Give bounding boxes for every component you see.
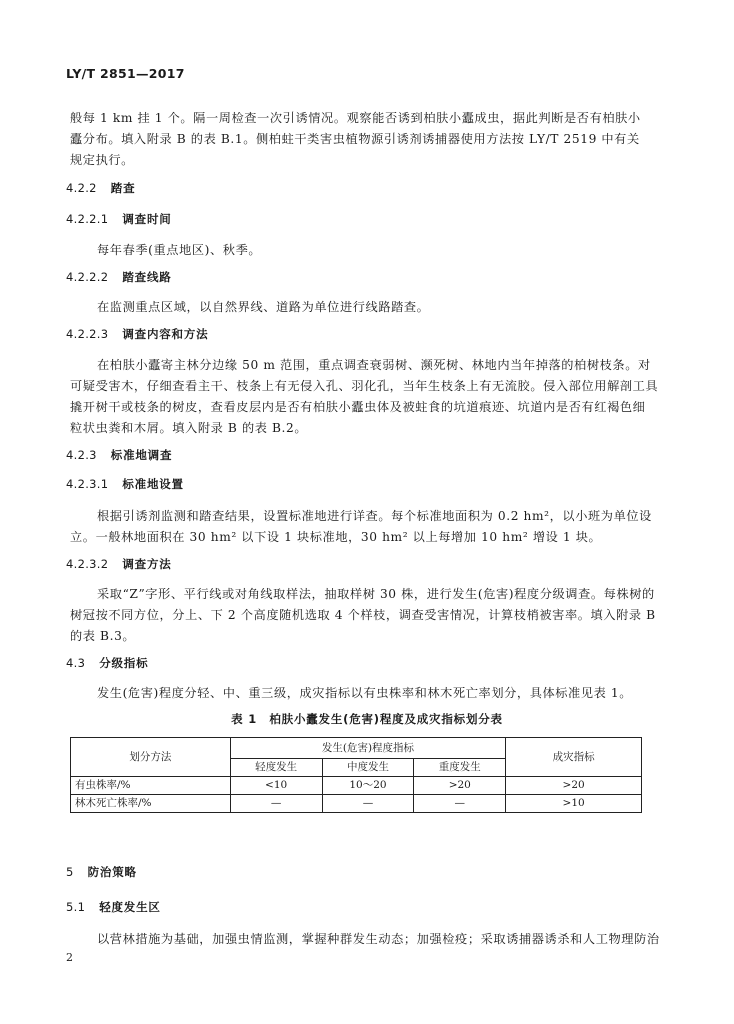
page-number: 2 <box>66 951 73 964</box>
section-heading <box>66 211 172 227</box>
paragraph-line: 树冠按不同方位，分上、下 2 个高度随机选取 4 个样枝，调查受害情况，计算枝梢被害率。填入附录 B <box>70 608 656 622</box>
paragraph-line: 在柏肤小蠹寄主林分边缘 50 m 范围，重点调查衰弱树、濒死树、林地内当年掉落的柏树枝条。对 <box>97 358 651 372</box>
table-row <box>71 795 642 813</box>
cell-disaster: >20 <box>506 777 642 795</box>
paragraph-line: 蠹分布。填入附录 B 的表 B.1。侧柏蛀干类害虫植物源引诱剂诱捕器使用方法按 LY/T 2519 中有关 <box>70 132 640 146</box>
section-title: 标准地调查 <box>110 448 173 462</box>
section-number: 4.2.3.2 <box>66 557 109 571</box>
section-title: 轻度发生区 <box>99 900 161 914</box>
section-title: 踏查 <box>110 181 136 195</box>
section-heading <box>66 180 135 196</box>
section-title: 防治策略 <box>87 865 137 879</box>
paragraph-line: 根据引诱剂监测和踏查结果，设置标准地进行详查。每个标准地面积为 0.2 hm²，以小班为单位设 <box>97 509 652 523</box>
cell-medium: 10～20 <box>322 777 414 795</box>
section-number: 5.1 <box>66 900 86 914</box>
row-label: 林木死亡株率/% <box>71 795 231 813</box>
section-number: 4.2.2 <box>66 181 97 195</box>
section-heading <box>66 556 172 572</box>
cell-heavy: — <box>414 795 506 813</box>
header-cell-method: 划分方法 <box>71 738 231 777</box>
section-number: 4.2.2.3 <box>66 327 109 341</box>
section-number: 4.2.2.2 <box>66 270 109 284</box>
cell-medium: — <box>322 795 414 813</box>
row-label: 有虫株率/% <box>71 777 231 795</box>
table-caption: 表 1 柏肤小蠹发生(危害)程度及成灾指标划分表 <box>231 712 503 726</box>
section-heading <box>66 899 161 915</box>
cell-heavy: >20 <box>414 777 506 795</box>
paragraph-line: 立。一般林地面积在 30 hm² 以下设 1 块标准地，30 hm² 以上每增加 10 hm² 增设 1 块。 <box>70 530 602 544</box>
paragraph-line: 规定执行。 <box>70 153 134 167</box>
section-heading <box>66 326 208 342</box>
paragraph-line: 粒状虫粪和木屑。填入附录 B 的表 B.2。 <box>70 421 308 435</box>
section-title: 调查内容和方法 <box>122 327 209 341</box>
section-number: 4.2.3 <box>66 448 97 462</box>
section-number: 5 <box>66 865 74 879</box>
paragraph-line: 般每 1 km 挂 1 个。隔一周检查一次引诱情况。观察能否诱到柏肤小蠹成虫，据此判断是否有柏肤小 <box>70 111 641 125</box>
grading-table <box>70 737 642 813</box>
paragraph-line: 采取“Z”字形、平行线或对角线取样法，抽取样树 30 株，进行发生(危害)程度分级调查。每株树的 <box>97 587 655 601</box>
header-cell-heavy: 重度发生 <box>414 759 506 777</box>
header-cell-light: 轻度发生 <box>230 759 322 777</box>
section-title: 调查方法 <box>122 557 172 571</box>
cell-disaster: >10 <box>506 795 642 813</box>
table-row <box>71 777 642 795</box>
table-header-row <box>71 738 642 759</box>
paragraph-line: 发生(危害)程度分轻、中、重三级，成灾指标以有虫株率和林木死亡率划分，具体标准见表 1。 <box>97 686 633 700</box>
header-cell-disaster: 成灾指标 <box>506 738 642 777</box>
section-number: 4.3 <box>66 656 86 670</box>
paragraph-line: 在监测重点区域，以自然界线、道路为单位进行线路踏查。 <box>97 300 430 314</box>
paragraph-line: 可疑受害木，仔细查看主干、枝条上有无侵入孔、羽化孔，当年生枝条上有无流胶。侵入部位用解剖工具 <box>70 379 659 393</box>
paragraph-line: 每年春季(重点地区)、秋季。 <box>97 243 262 257</box>
section-title: 踏查线路 <box>122 270 172 284</box>
section-title: 分级指标 <box>99 656 149 670</box>
section-heading <box>66 269 172 285</box>
section-heading <box>66 476 184 492</box>
paragraph-line: 撬开树干或枝条的树皮，查看皮层内是否有柏肤小蠹虫体及被蛀食的坑道痕迹、坑道内是否有红褐色细 <box>70 400 646 414</box>
section-heading <box>66 655 148 671</box>
section-title: 调查时间 <box>122 212 172 226</box>
section-number: 4.2.2.1 <box>66 212 109 226</box>
cell-light: — <box>230 795 322 813</box>
paragraph-line: 以营林措施为基础，加强虫情监测，掌握种群发生动态；加强检疫；采取诱捕器诱杀和人工物理防治 <box>97 932 660 946</box>
section-title: 标准地设置 <box>122 477 184 491</box>
section-number: 4.2.3.1 <box>66 477 109 491</box>
document-number: LY/T 2851—2017 <box>66 66 185 81</box>
section-heading <box>66 864 137 880</box>
paragraph-line: 的表 B.3。 <box>70 629 136 643</box>
cell-light: <10 <box>230 777 322 795</box>
header-cell-medium: 中度发生 <box>322 759 414 777</box>
section-heading <box>66 447 172 463</box>
header-cell-group: 发生(危害)程度指标 <box>230 738 506 759</box>
